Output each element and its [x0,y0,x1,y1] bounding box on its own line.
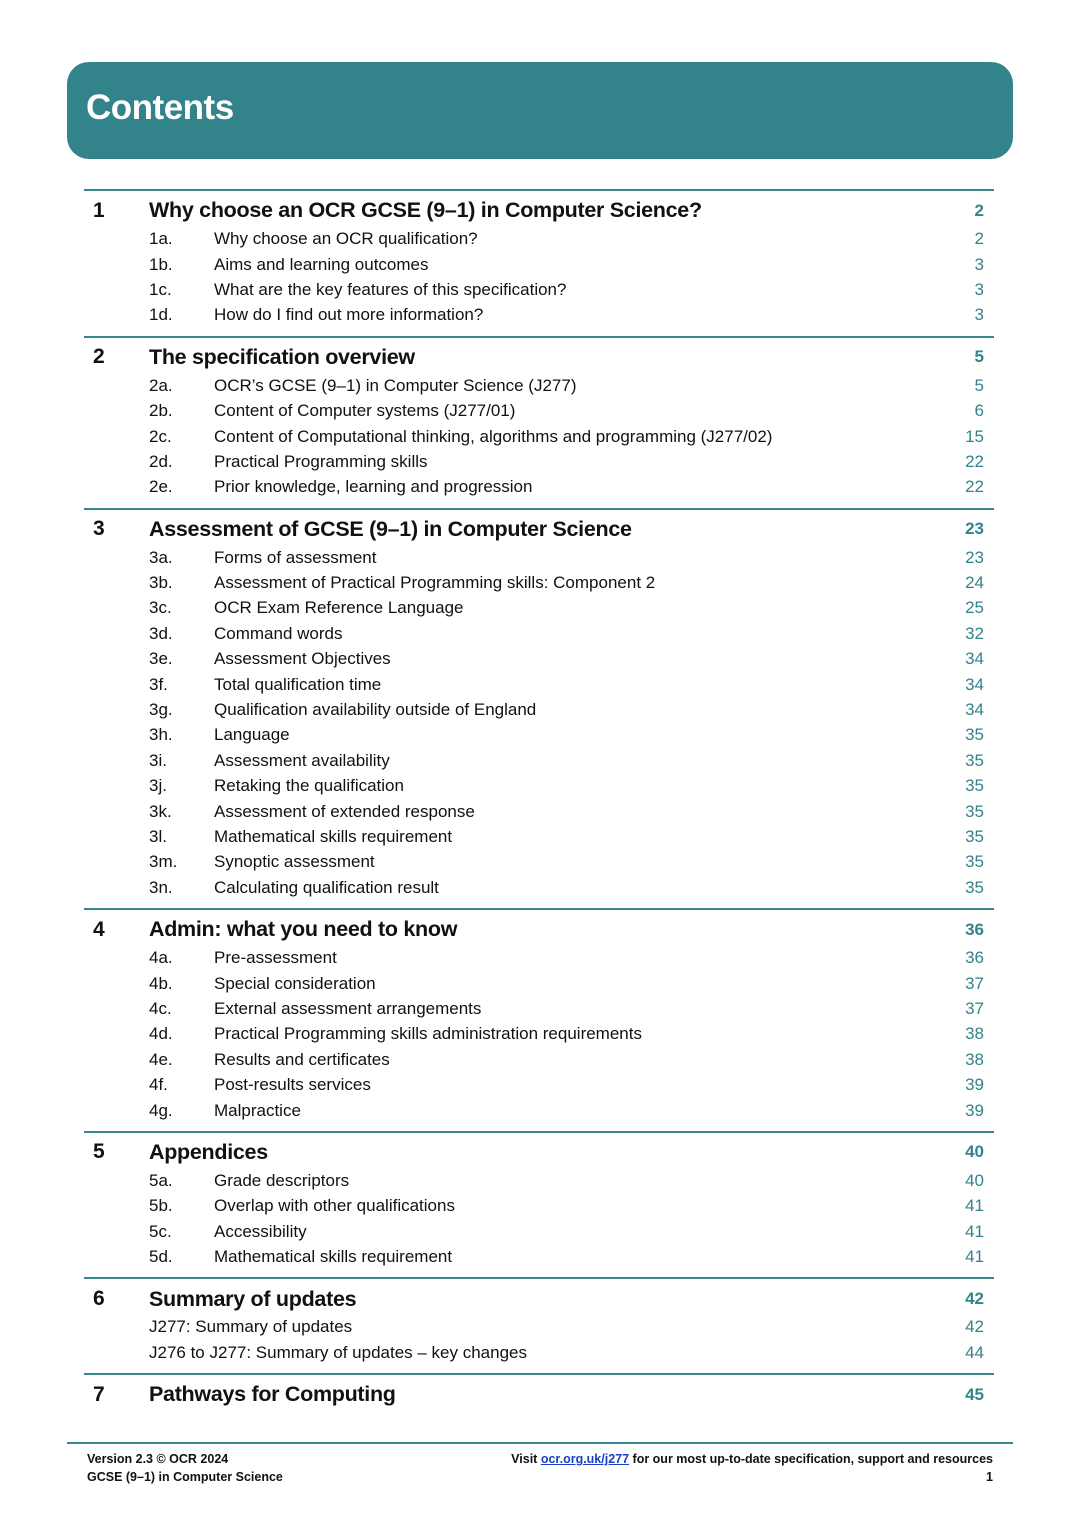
visit-suffix: for our most up-to-date specification, support and resources [629,1452,993,1466]
section-title[interactable]: The specification overview [149,344,415,369]
toc-section [84,189,994,336]
toc-item[interactable] [84,799,994,824]
item-page[interactable]: 35 [965,750,984,770]
item-code: 4a. [149,948,173,968]
item-code: 3i. [149,750,167,770]
item-code: 2a. [149,375,173,395]
item-title[interactable]: Assessment availability [214,750,390,770]
toc-item[interactable] [84,424,994,449]
item-code: 3e. [149,649,173,669]
item-code: 3c. [149,598,172,618]
item-code: 1a. [149,229,173,249]
item-title[interactable]: Post-results services [214,1075,371,1095]
item-title[interactable]: External assessment arrangements [214,998,482,1018]
item-title[interactable]: J276 to J277: Summary of updates – key changes [149,1342,528,1362]
item-page[interactable]: 38 [965,1024,984,1044]
section-title[interactable]: Appendices [149,1139,268,1164]
toc-item[interactable] [84,373,994,398]
item-title[interactable]: Mathematical skills requirement [214,827,453,846]
item-title[interactable]: Malpractice [214,1100,301,1120]
item-code: 3d. [149,623,173,643]
section-title[interactable]: Assessment of GCSE (9–1) in Computer Science [149,516,632,541]
item-code: 2b. [149,401,173,421]
item-title[interactable]: Pre-assessment [214,948,337,968]
section-number: 7 [93,1382,105,1406]
item-title[interactable]: J277: Summary of updates [149,1317,353,1337]
item-title[interactable]: OCR Exam Reference Language [214,598,464,618]
item-code: 3g. [149,700,173,720]
item-page[interactable]: 22 [965,477,984,497]
visit-prefix: Visit [511,1452,541,1466]
toc-item[interactable] [84,1098,994,1123]
spec-link[interactable]: ocr.org.uk/j277 [540,1452,630,1466]
toc-section-heading[interactable] [84,191,994,227]
toc-item[interactable] [84,596,994,621]
toc-item[interactable] [84,449,994,474]
item-page[interactable]: 41 [965,1221,984,1241]
item-page[interactable]: 41 [965,1196,984,1216]
item-title[interactable]: Retaking the qualification [214,776,404,796]
toc-item[interactable] [84,723,994,748]
item-code: 2d. [149,451,173,471]
item-page[interactable]: 36 [965,948,984,968]
toc-section-heading[interactable] [84,1133,994,1169]
item-page[interactable]: 15 [965,426,984,446]
section-title[interactable]: Pathways for Computing [149,1382,396,1407]
toc-section [84,908,994,1131]
item-title[interactable]: Qualification availability outside of England [214,700,537,720]
toc-item[interactable] [84,1022,994,1047]
item-code: 3m. [149,852,178,872]
toc-item[interactable] [84,647,994,672]
item-page[interactable]: 39 [965,1075,984,1095]
section-page[interactable]: 5 [974,347,984,367]
item-code: 3k. [149,801,172,821]
item-code: 3n. [149,877,173,897]
item-page[interactable]: 41 [965,1247,984,1267]
toc-item[interactable] [84,398,994,423]
item-page[interactable]: 42 [965,1317,984,1337]
item-title[interactable]: Assessment of Practical Programming skills: Component 2 [214,573,656,593]
section-page[interactable]: 36 [965,919,984,939]
item-title[interactable]: Prior knowledge, learning and progression [214,477,533,497]
toc-item[interactable] [84,1315,994,1340]
item-page[interactable]: 34 [965,674,984,694]
item-code: 4g. [149,1100,173,1120]
item-page[interactable]: 40 [965,1170,984,1190]
section-number: 6 [93,1287,105,1311]
toc-item[interactable] [84,1194,994,1219]
toc-item[interactable] [84,227,994,252]
section-number: 1 [93,198,105,222]
item-title[interactable]: What are the key features of this specification? [214,279,567,299]
item-page[interactable]: 35 [965,801,984,821]
item-page[interactable]: 38 [965,1049,984,1069]
item-page[interactable]: 37 [965,998,984,1018]
item-title[interactable]: Assessment Objectives [214,649,391,669]
toc-section-heading[interactable] [84,1279,994,1315]
toc-item[interactable] [84,1168,994,1193]
toc-item[interactable] [84,1219,994,1244]
footer-version: Version 2.3 © OCR 2024 [87,1452,229,1466]
item-title[interactable]: Assessment of extended response [214,801,475,821]
item-page[interactable]: 35 [965,725,984,745]
item-title[interactable]: Total qualification time [214,674,382,694]
toc-item[interactable] [84,971,994,996]
toc-section [84,1131,994,1278]
toc-section [84,508,994,908]
item-title[interactable]: Aims and learning outcomes [214,254,429,274]
item-page[interactable]: 35 [965,877,984,897]
item-page[interactable]: 35 [965,776,984,796]
item-page[interactable]: 35 [965,852,984,872]
contents-banner [67,62,1013,159]
item-title[interactable]: Calculating qualification result [214,877,439,897]
toc-item[interactable] [84,1047,994,1072]
toc-item[interactable] [84,996,994,1021]
toc-item[interactable] [84,697,994,722]
item-code: 2c. [149,426,172,446]
item-page[interactable]: 3 [974,279,984,299]
toc-item[interactable] [84,945,994,970]
section-title[interactable]: Admin: what you need to know [149,917,458,942]
toc-section [84,1373,994,1411]
section-title[interactable]: Summary of updates [149,1286,357,1311]
table-of-contents [84,189,994,1411]
section-number: 3 [93,517,105,541]
item-code: 3b. [149,573,173,593]
item-code: 4d. [149,1024,173,1044]
toc-item[interactable] [84,824,994,849]
section-page[interactable]: 45 [965,1384,984,1404]
item-code: 3f. [149,674,168,694]
item-page[interactable]: 34 [965,700,984,720]
item-title[interactable]: Practical Programming skills [214,451,428,471]
toc-section [84,1277,994,1373]
toc-item[interactable] [84,277,994,302]
item-title[interactable]: Forms of assessment [214,547,377,567]
page-number: 1 [986,1470,993,1484]
item-page[interactable]: 37 [965,973,984,993]
item-title[interactable]: Grade descriptors [214,1170,350,1190]
item-title[interactable]: Language [214,725,290,745]
item-code: 4b. [149,973,173,993]
toc-item[interactable] [84,570,994,595]
toc-section-heading[interactable] [84,510,994,546]
toc-item[interactable] [84,621,994,646]
toc-item[interactable] [84,748,994,773]
toc-section-heading[interactable] [84,910,994,946]
toc-section [84,336,994,508]
item-code: 3l. [149,827,167,846]
item-page[interactable]: 2 [974,229,984,249]
item-code: 3j. [149,776,167,796]
item-title[interactable]: OCR’s GCSE (9–1) in Computer Science (J277) [214,375,577,395]
toc-item[interactable] [84,475,994,500]
item-title[interactable]: Content of Computer systems (J277/01) [214,401,516,421]
toc-item[interactable] [84,252,994,277]
section-number: 5 [93,1140,105,1164]
section-page[interactable]: 42 [965,1289,984,1309]
section-title[interactable]: Why choose an OCR GCSE (9–1) in Computer Science? [149,198,702,223]
section-number: 4 [93,917,105,941]
item-title[interactable]: Why choose an OCR qualification? [214,229,478,249]
item-title[interactable]: Command words [214,623,343,643]
item-title[interactable]: Content of Computational thinking, algorithms and programming (J277/02) [214,426,773,446]
item-page[interactable]: 3 [974,305,984,325]
toc-item[interactable] [84,672,994,697]
toc-item[interactable] [84,1340,994,1365]
item-page[interactable]: 23 [965,547,984,567]
toc-item[interactable] [84,850,994,875]
section-page[interactable]: 23 [965,519,984,539]
item-code: 5c. [149,1221,172,1241]
item-page[interactable]: 25 [965,598,984,618]
item-code: 4e. [149,1049,173,1069]
toc-item[interactable] [84,303,994,328]
toc-item[interactable] [84,1244,994,1269]
item-page[interactable]: 6 [974,401,984,421]
item-title[interactable]: Practical Programming skills administration requirements [214,1024,642,1044]
item-code: 5d. [149,1247,173,1267]
item-title[interactable]: Results and certificates [214,1049,390,1069]
toc-item[interactable] [84,875,994,900]
page-title: Contents [86,88,234,127]
item-title[interactable]: Mathematical skills requirement [214,1247,453,1267]
item-page[interactable]: 35 [965,827,984,846]
toc-item[interactable] [84,1072,994,1097]
item-code: 1d. [149,305,173,325]
item-code: 1b. [149,254,173,274]
toc-section-heading[interactable] [84,338,994,374]
item-code: 5a. [149,1170,173,1190]
footer-subject: GCSE (9–1) in Computer Science [87,1470,283,1484]
item-page[interactable]: 44 [965,1342,984,1362]
item-code: 5b. [149,1196,173,1216]
item-page[interactable]: 34 [965,649,984,669]
item-code: 4f. [149,1075,168,1095]
toc-item[interactable] [84,774,994,799]
item-page[interactable]: 22 [965,451,984,471]
item-page[interactable]: 3 [974,254,984,274]
section-number: 2 [93,345,105,369]
section-page[interactable]: 2 [974,200,984,220]
item-code: 3h. [149,725,173,745]
item-title[interactable]: Synoptic assessment [214,852,375,872]
item-code: 4c. [149,998,172,1018]
item-page[interactable]: 5 [974,375,984,395]
item-page[interactable]: 39 [965,1100,984,1120]
item-title[interactable]: Accessibility [214,1221,307,1241]
footer [67,1442,1013,1484]
toc-item[interactable] [84,545,994,570]
item-page[interactable]: 24 [965,573,984,593]
footer-visit [511,1450,993,1468]
toc-section-heading[interactable] [84,1375,994,1411]
item-page[interactable]: 32 [965,623,984,643]
item-title[interactable]: How do I find out more information? [214,305,484,325]
section-page[interactable]: 40 [965,1142,984,1162]
item-code: 1c. [149,279,172,299]
item-code: 2e. [149,477,173,497]
item-code: 3a. [149,547,173,567]
item-title[interactable]: Special consideration [214,973,376,993]
item-title[interactable]: Overlap with other qualifications [214,1196,455,1216]
